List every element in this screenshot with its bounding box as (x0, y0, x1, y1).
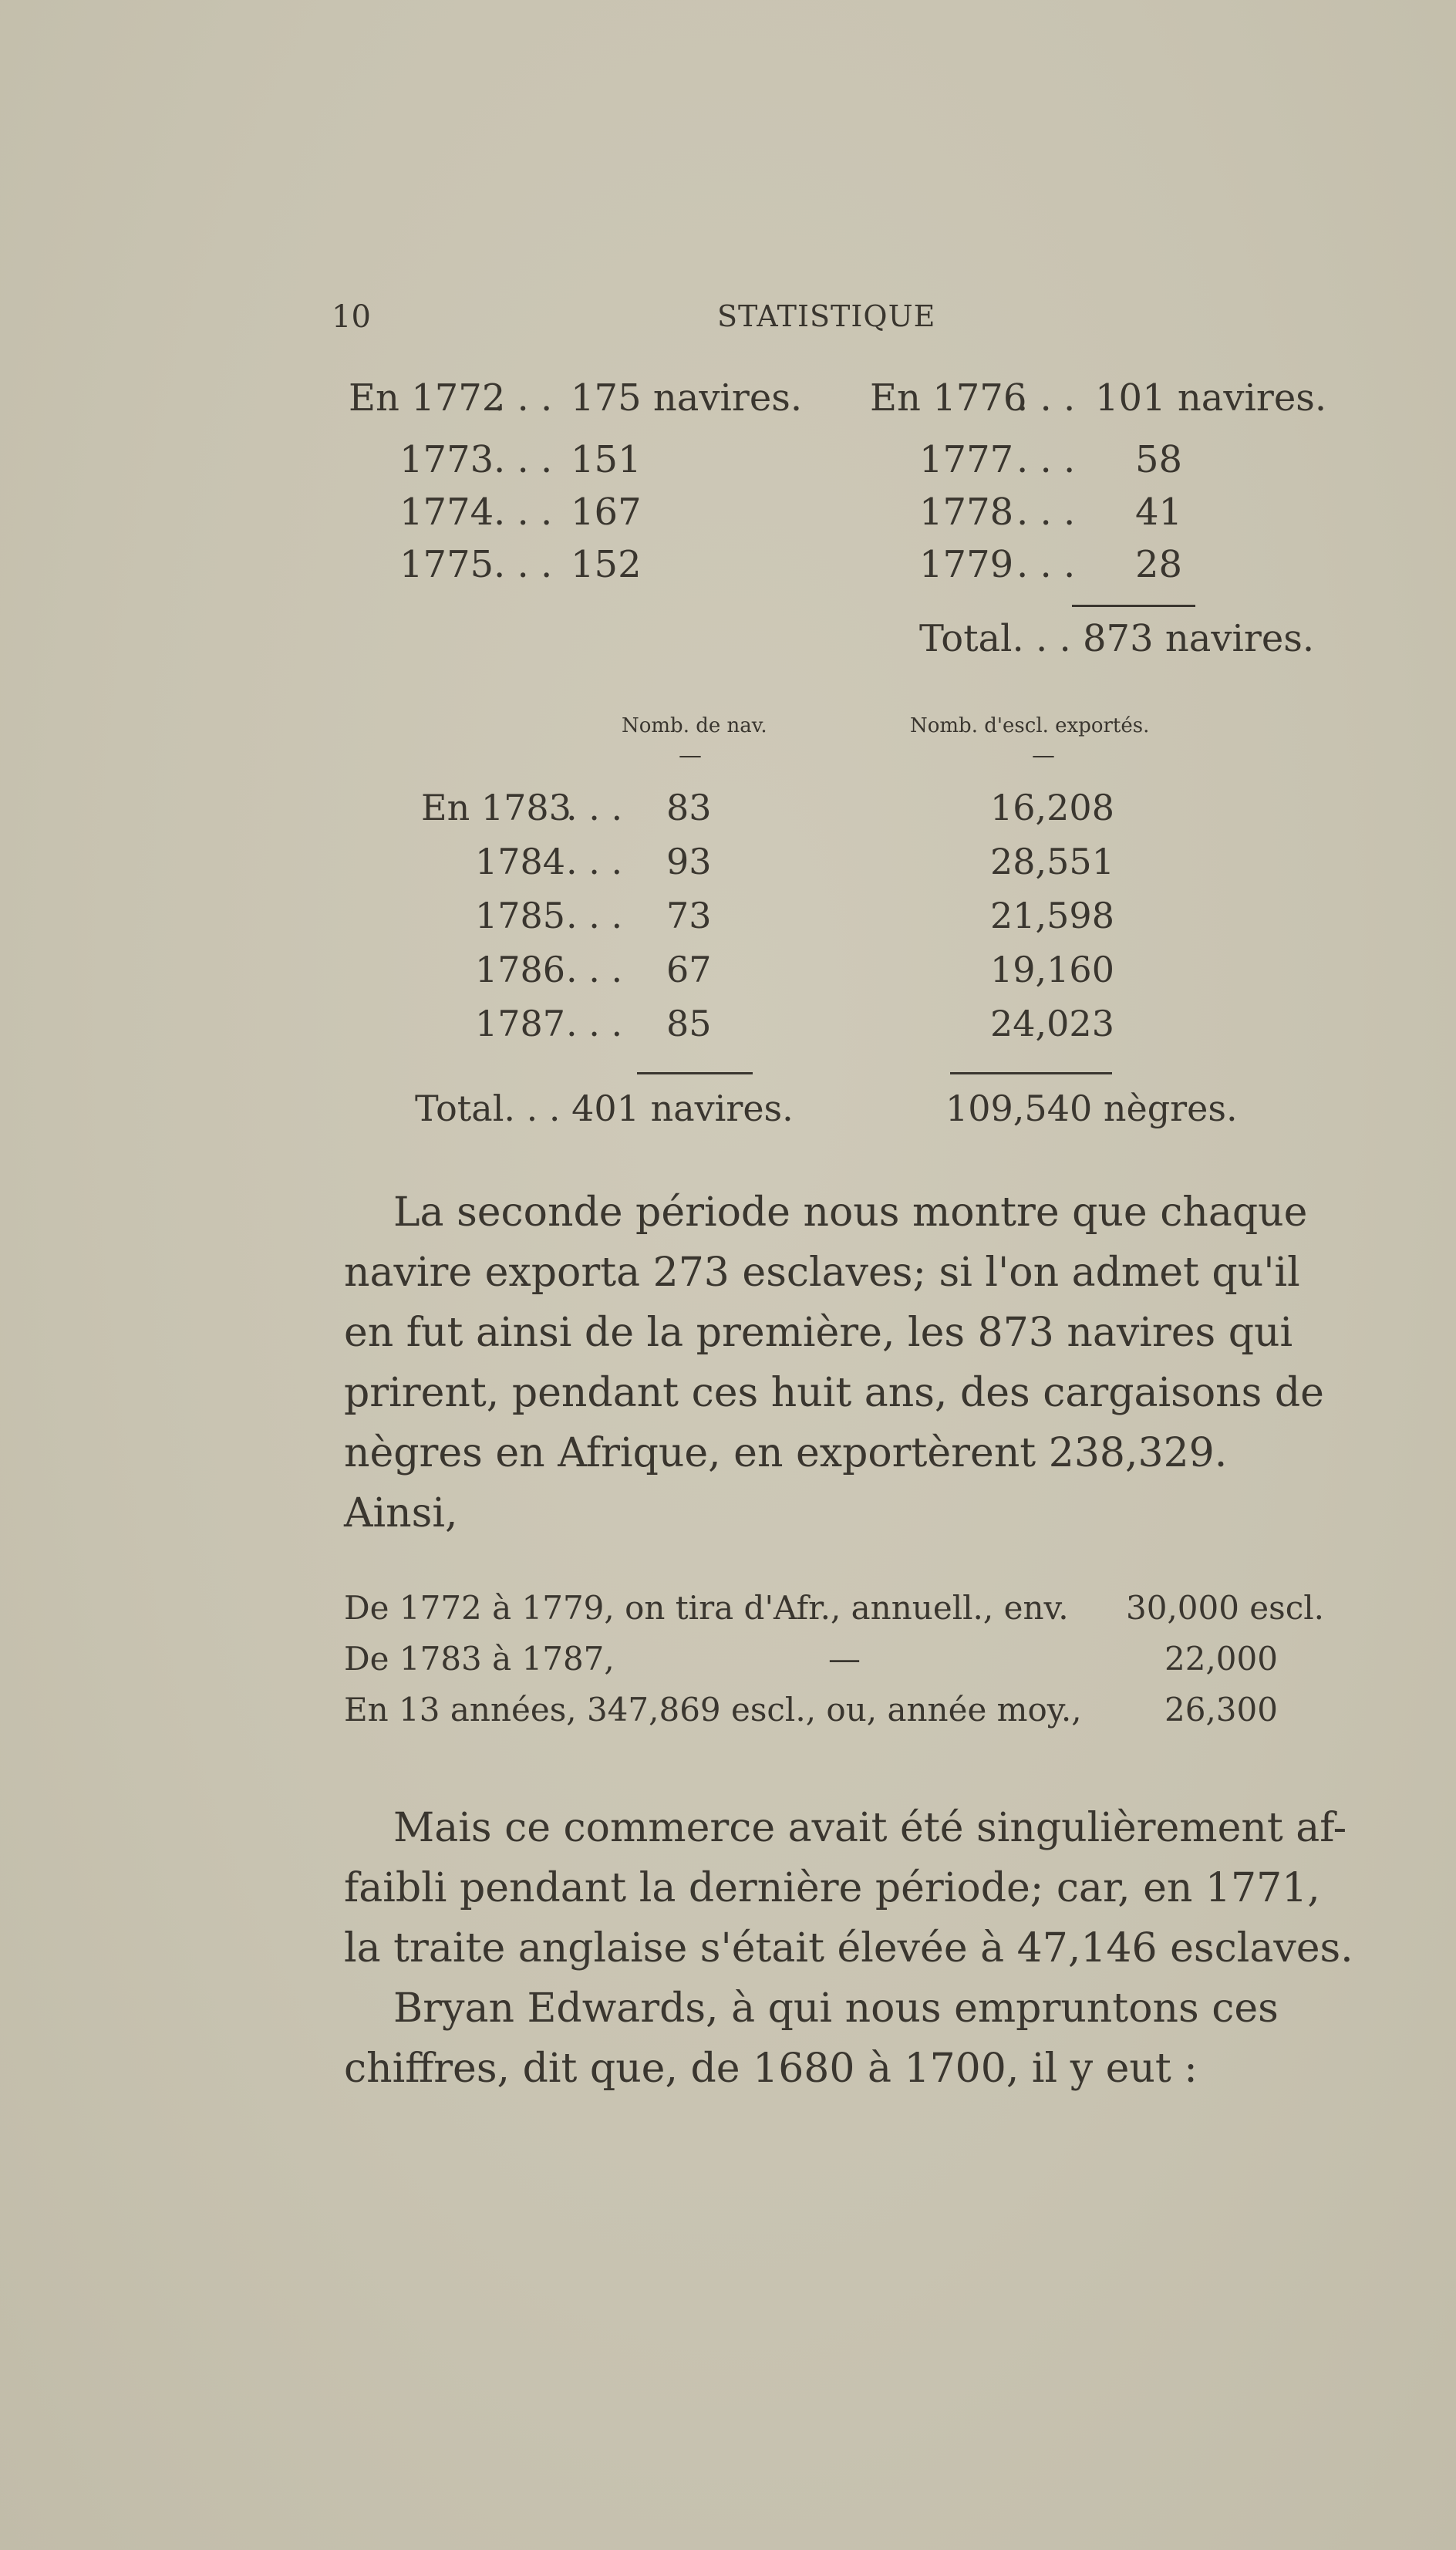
paragraph1-line-2: navire exporta 273 esclaves; si l'on admet qu'il (344, 1250, 1300, 1296)
summary-label-3: En 13 années, 347,869 escl., ou, année moy., (344, 1691, 1082, 1729)
paragraph1-line-6: Ainsi, (344, 1490, 458, 1536)
table2-year-2: 1784 (475, 841, 566, 882)
table1-right-dots-4: . . . (1016, 543, 1076, 586)
table2-slaves-header: Nomb. d'escl. exportés. (910, 714, 1150, 737)
table2-slaves-5: 24,023 (990, 1003, 1114, 1044)
summary-value-1: 30,000 escl. (1126, 1589, 1325, 1627)
table1-total-rule (1072, 605, 1195, 607)
table2-year-5: 1787 (475, 1003, 566, 1044)
table2-dots-1: . . . (566, 787, 623, 828)
table2-dots-3: . . . (566, 895, 623, 936)
table1-right-dots-2: . . . (1016, 438, 1076, 481)
table2-total-slaves: 109,540 nègres. (945, 1088, 1238, 1129)
table1-left-dots-1: . . . (494, 376, 553, 420)
table2-dots-2: . . . (566, 841, 623, 882)
table1-left-dots-2: . . . (494, 438, 553, 481)
table1-left-dots-4: . . . (494, 543, 553, 586)
summary-value-2: 22,000 (1164, 1640, 1278, 1678)
table1-left-year-4: 1775 (399, 543, 494, 586)
table2-year-4: 1786 (475, 949, 566, 990)
summary-value-3: 26,300 (1164, 1691, 1278, 1729)
table1-right-year-4: 1779 (919, 543, 1014, 586)
table1-left-value-2: 151 (571, 438, 642, 481)
table1-right-value-4: 28 (1135, 543, 1183, 586)
paragraph2-line-5: chiffres, dit que, de 1680 à 1700, il y eut : (344, 2046, 1198, 2092)
table2-slaves-dash: — (1032, 742, 1055, 769)
table1-left-year-1: En 1772 (349, 376, 506, 420)
table2-slaves-1: 16,208 (990, 787, 1114, 828)
paragraph2-line-2: faibli pendant la dernière période; car, en 1771, (344, 1865, 1320, 1911)
table2-slaves-rule (950, 1072, 1112, 1074)
table2-ships-1: 83 (666, 787, 712, 828)
summary-mid-2: — (828, 1640, 861, 1678)
table2-ships-5: 85 (666, 1003, 712, 1044)
paragraph1-line-5: nègres en Afrique, en exportèrent 238,329. (344, 1430, 1228, 1476)
table2-year-3: 1785 (475, 895, 566, 936)
table2-slaves-2: 28,551 (990, 841, 1114, 882)
table1-left-year-2: 1773 (399, 438, 494, 481)
table1-left-dots-3: . . . (494, 491, 553, 534)
table2-dots-4: . . . (566, 949, 623, 990)
table1-left-value-4: 152 (571, 543, 642, 586)
table2-slaves-4: 19,160 (990, 949, 1114, 990)
table1-right-dots-1: . . . (1016, 376, 1076, 420)
table2-dots-5: . . . (566, 1003, 623, 1044)
table2-ships-header: Nomb. de nav. (622, 714, 767, 737)
table1-left-value-3: 167 (571, 491, 642, 534)
paragraph2-line-1: Mais ce commerce avait été singulièrement af- (393, 1805, 1347, 1851)
table1-right-value-2: 58 (1135, 438, 1183, 481)
table1-left-year-3: 1774 (399, 491, 494, 534)
paragraph1-line-4: prirent, pendant ces huit ans, des cargaisons de (344, 1370, 1324, 1416)
table1-right-value-1: 101 navires. (1095, 376, 1327, 420)
table1-right-value-3: 41 (1135, 491, 1183, 534)
paragraph1-line-1: La seconde période nous montre que chaque (393, 1189, 1308, 1236)
page-number: 10 (332, 299, 371, 335)
table1-right-year-3: 1778 (919, 491, 1014, 534)
table1-right-year-1: En 1776 (870, 376, 1027, 420)
table1-right-year-2: 1777 (919, 438, 1014, 481)
summary-label-2: De 1783 à 1787, (344, 1640, 615, 1678)
table1-left-value-1: 175 navires. (571, 376, 803, 420)
table2-ships-3: 73 (666, 895, 712, 936)
table2-ships-2: 93 (666, 841, 712, 882)
table2-ships-4: 67 (666, 949, 712, 990)
table2-ships-rule (637, 1072, 753, 1074)
paragraph2-line-3: la traite anglaise s'était élevée à 47,146 esclaves. (344, 1925, 1353, 1972)
table2-slaves-3: 21,598 (990, 895, 1114, 936)
table2-total-ships: Total. . . 401 navires. (415, 1088, 794, 1129)
summary-label-1: De 1772 à 1779, on tira d'Afr., annuell., env. (344, 1589, 1069, 1627)
table1-right-dots-3: . . . (1016, 491, 1076, 534)
table1-total: Total. . . 873 navires. (919, 617, 1315, 660)
paragraph2-line-4: Bryan Edwards, à qui nous empruntons ces (393, 1985, 1279, 2032)
table2-year-1: En 1783 (421, 787, 571, 828)
paragraph1-line-3: en fut ainsi de la première, les 873 navires qui (344, 1310, 1293, 1356)
running-title: STATISTIQUE (717, 299, 936, 333)
table2-ships-dash: — (679, 742, 702, 769)
